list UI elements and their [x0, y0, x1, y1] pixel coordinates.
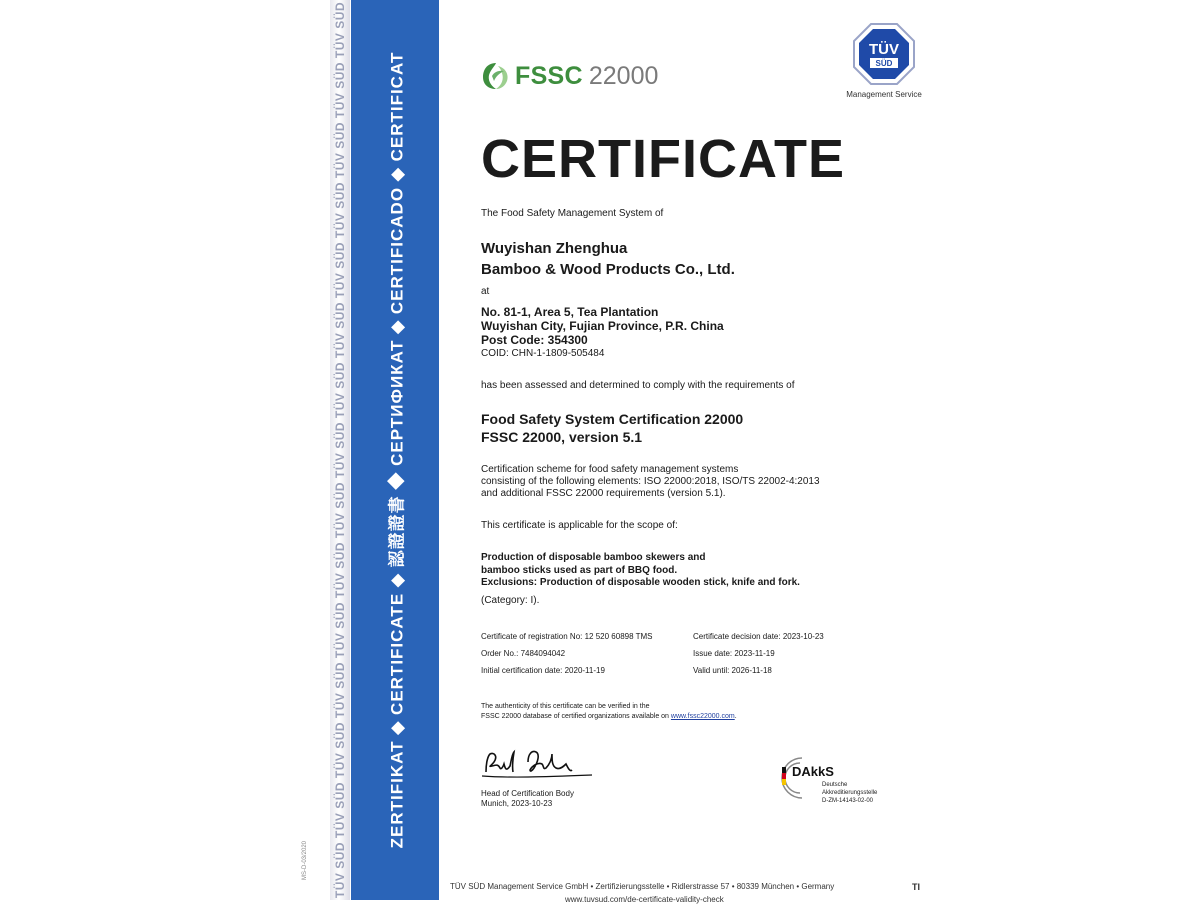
company-name-line2: Bamboo & Wood Products Co., Ltd.: [481, 261, 735, 278]
valid-until: Valid until: 2026-11-18: [693, 666, 772, 675]
assessed-text: has been assessed and determined to comply with the requirements of: [481, 380, 795, 391]
signer-title: Head of Certification Body: [481, 789, 574, 798]
footer-address: TÜV SÜD Management Service GmbH • Zertifizierungsstelle • Ridlerstrasse 57 • 80339 München • Germany: [450, 882, 835, 891]
scheme-line3: and additional FSSC 22000 requirements (version 5.1).: [481, 488, 726, 499]
dakks-name: DAkkS: [792, 764, 834, 779]
authenticity-end: .: [734, 713, 737, 720]
scope-line1: Production of disposable bamboo skewers and: [481, 552, 706, 563]
dakks-line2: Akkreditierungsstelle: [822, 790, 878, 796]
scheme-line2: consisting of the following elements: ISO 22000:2018, ISO/TS 22002-4:2013: [481, 476, 820, 487]
signature-icon: [480, 742, 598, 782]
fssc-database-link[interactable]: www.fssc22000.com: [670, 713, 735, 720]
authenticity-text: FSSC 22000 database of certified organizations available on: [481, 713, 669, 720]
fssc-logo: [480, 58, 658, 94]
signer-place-date: Munich, 2023-10-23: [481, 799, 553, 808]
address-line3: Post Code: 354300: [481, 333, 588, 347]
scheme-line1: Certification scheme for food safety management systems: [481, 464, 739, 475]
fssc-word: FSSC: [515, 61, 583, 90]
certificate-band: [351, 0, 439, 900]
dakks-line1: Deutsche: [822, 782, 848, 788]
at-text: at: [481, 286, 490, 297]
authenticity-line1: The authenticity of this certificate can be verified in the: [481, 703, 650, 710]
scope-line3: Exclusions: Production of disposable wooden stick, knife and fork.: [481, 577, 800, 588]
footer-validity-url: www.tuvsud.com/de-certificate-validity-check: [565, 895, 724, 904]
dakks-logo-icon: [776, 752, 906, 808]
management-service-label: Management Service: [846, 90, 922, 99]
fssc-number: 22000: [588, 61, 659, 90]
certificate-title: CERTIFICATE: [481, 129, 845, 189]
coid: COID: CHN-1-1809-505484: [481, 348, 605, 359]
company-name-line1: Wuyishan Zhenghua: [481, 240, 628, 257]
footer-mark: TI: [912, 882, 920, 892]
hologram-text: TÜV SÜD TÜV SÜD TÜV SÜD TÜV SÜD TÜV SÜD TÜV SÜD TÜV SÜD TÜV SÜD TÜV SÜD TÜV SÜD TÜV SÜD TÜV SÜD TÜV SÜD TÜV SÜD TÜV SÜD: [333, 1, 347, 899]
hologram-strip: [330, 0, 350, 900]
form-code: MS-D-03/2020: [302, 840, 308, 880]
intro-text: The Food Safety Management System of: [481, 208, 664, 219]
scope-intro: This certificate is applicable for the scope of:: [481, 520, 678, 531]
dakks-line3: D-ZM-14143-02-00: [822, 798, 874, 804]
address-line1: No. 81-1, Area 5, Tea Plantation: [481, 305, 659, 319]
sud-text: SÜD: [875, 59, 893, 68]
issue-date: Issue date: 2023-11-19: [693, 649, 775, 658]
scope-line2: bamboo sticks used as part of BBQ food.: [481, 565, 678, 576]
authenticity-line2: [481, 713, 737, 720]
initial-certification-date: Initial certification date: 2020-11-19: [481, 666, 605, 675]
tuv-sud-logo-icon: [852, 22, 916, 86]
registration-number: Certificate of registration No: 12 520 60898 TMS: [481, 632, 653, 641]
address-line2: Wuyishan City, Fujian Province, P.R. China: [481, 319, 724, 333]
tuv-text: TÜV: [869, 41, 899, 58]
order-number: Order No.: 7484094042: [481, 649, 566, 658]
band-text: ZERTIFIKAT ◆ CERTIFICATE ◆ 認證證書 ◆ СЕРТИФИКАТ ◆ CERTIFICADO ◆ CERTIFICAT: [387, 51, 407, 849]
decision-date: Certificate decision date: 2023-10-23: [693, 632, 824, 641]
category: (Category: I).: [481, 595, 540, 606]
fssc-leaf-icon: [480, 60, 512, 92]
standard-line2: FSSC 22000, version 5.1: [481, 429, 643, 445]
standard-line1: Food Safety System Certification 22000: [481, 411, 744, 427]
